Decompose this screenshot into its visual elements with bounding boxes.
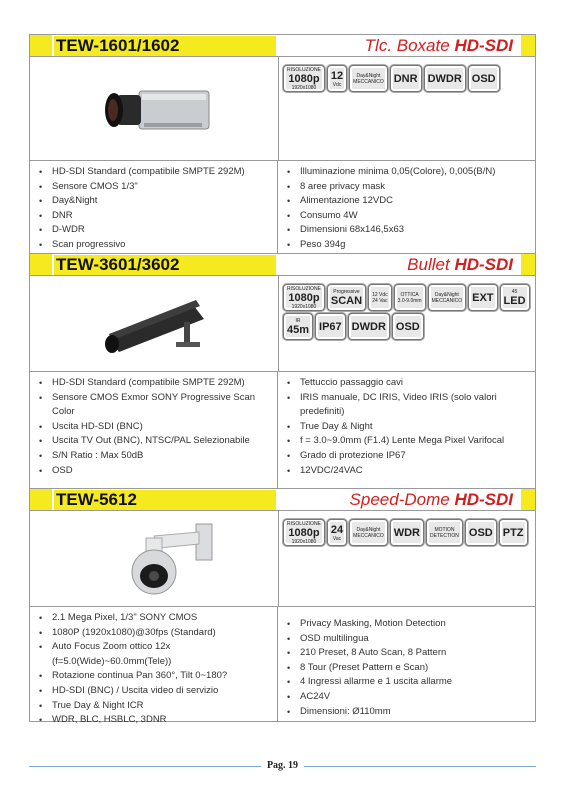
badge-top-text: Day&Night: [356, 72, 381, 79]
product-section-tew-5612: [29, 489, 536, 726]
product-section-tew-1601: [29, 34, 536, 254]
spec-item: • Peso 394g: [300, 238, 535, 253]
header-accent: [30, 254, 52, 275]
osd-badge: [468, 65, 500, 92]
badge-main-text: OSD: [395, 320, 420, 333]
product-header: [30, 35, 535, 57]
header-accent: [30, 35, 52, 56]
spec-item: • Uscita HD-SDI (BNC): [52, 420, 277, 435]
feature-badges: [283, 284, 531, 340]
spec-item: • HD-SDI Standard (compatibile SMPTE 292M): [52, 165, 277, 180]
spec-list-left: [30, 611, 277, 728]
spec-item: • Day&Night: [52, 194, 277, 209]
spec-item: • Dimensioni 68x146,5x63: [300, 223, 535, 238]
badge-top-text: OTTICA: [400, 291, 419, 298]
spec-item: • 2.1 Mega Pixel, 1/3" SONY CMOS: [52, 611, 277, 626]
spec-item: • 8 Tour (Preset Pattern e Scan): [300, 661, 535, 676]
spec-item: • 210 Preset, 8 Auto Scan, 8 Pattern: [300, 646, 535, 661]
badge-main-text: DWDR: [351, 320, 386, 333]
spec-item: • Tettuccio passaggio cavi: [300, 376, 535, 391]
badge-main-text: OSD: [471, 72, 496, 85]
badge-top-text: 12 Vdc: [372, 291, 388, 298]
spec-item: • Rotazione continua Pan 360°, Tilt 0~180?: [52, 669, 277, 684]
spec-item: • f = 3.0~9.0mm (F1.4) Lente Mega Pixel Varifocal: [300, 434, 535, 449]
power-badge: [327, 519, 347, 546]
badge-main-text: 1080p: [288, 72, 320, 85]
day-night-badge: [428, 284, 467, 311]
header-accent-end: [521, 254, 535, 275]
spec-item: • Scan progressivo: [52, 238, 277, 253]
badge-main-text: 1080p: [288, 291, 320, 304]
bullet-camera-image: [30, 276, 279, 371]
spec-item: • DNR: [52, 209, 277, 224]
badge-sub-text: 1920x1080: [291, 84, 317, 91]
ip67-badge: [315, 313, 346, 340]
spec-list-left: [30, 376, 277, 478]
product-header: [30, 254, 535, 276]
header-accent-end: [521, 35, 535, 56]
resolution-badge: [283, 65, 325, 92]
spec-item: • HD-SDI (BNC) / Uscita video di servizio: [52, 684, 277, 699]
product-header: [30, 489, 535, 511]
badge-main-text: EXT: [472, 291, 494, 304]
day-night-badge: [349, 519, 388, 546]
spec-item: • HD-SDI Standard (compatibile SMPTE 292M): [52, 376, 277, 391]
spec-item: • 1080P (1920x1080)@30fps (Standard): [52, 626, 277, 641]
badge-main-text: IP67: [319, 320, 342, 333]
feature-badges: [283, 65, 531, 92]
product-sheet: [29, 34, 536, 726]
resolution-badge: [283, 519, 325, 546]
product-section-tew-3601: [29, 254, 536, 489]
badge-top-text: RISOLUZIONE: [287, 66, 321, 73]
spec-item: • WDR, BLC, HSBLC, 3DNR: [52, 713, 277, 728]
header-accent-end: [521, 489, 535, 510]
header-accent: [30, 489, 52, 510]
badge-top-text: Day&Night: [356, 526, 381, 533]
badge-main-text: DWDR: [427, 72, 462, 85]
spec-item: • Auto Focus Zoom ottico 12x (f=5.0(Wide)~60.0mm(Tele)): [52, 640, 277, 669]
badge-main-text: 45m: [287, 323, 310, 336]
spec-item: • Consumo 4W: [300, 209, 535, 224]
model-name: TEW-1601/1602: [54, 36, 276, 56]
osd-badge: [392, 313, 424, 340]
product-title: Speed-Dome HD-SDI: [349, 490, 513, 509]
box-camera-image: [30, 57, 279, 160]
badge-top-text: Progressive: [333, 288, 360, 295]
scan-badge: [327, 284, 366, 311]
spec-item: • OSD multilingua: [300, 632, 535, 647]
dnr-badge: [390, 65, 422, 92]
spec-item: • 4 Ingressi allarme e 1 uscita allarme: [300, 675, 535, 690]
led-badge: [500, 284, 530, 311]
badge-top-text: RISOLUZIONE: [287, 520, 321, 527]
badge-sub-text: 3.0-9.0mm: [397, 297, 422, 304]
badge-top-text: Day&Night: [434, 291, 459, 298]
spec-item: • True Day & Night: [300, 420, 535, 435]
badge-sub-text: 1920x1080: [291, 538, 317, 545]
badge-sub-text: MECCANICO: [353, 78, 384, 85]
spec-item: • Dimensioni: Ø110mm: [300, 705, 535, 720]
spec-item: • IRIS manuale, DC IRIS, Video IRIS (solo valori predefiniti): [300, 391, 535, 420]
badge-main-text: PTZ: [502, 526, 524, 539]
spec-item: • D-WDR: [52, 223, 277, 238]
badge-sub-text: 24 Vac: [372, 297, 388, 304]
spec-item: • AC24V: [300, 690, 535, 705]
badge-top-text: MOTION: [434, 526, 455, 533]
model-name: TEW-5612: [54, 490, 276, 510]
badge-sub-text: Vac: [332, 535, 342, 542]
spec-item: • Sensore CMOS Exmor SONY Progressive Scan Color: [52, 391, 277, 420]
spec-item: • OSD: [52, 464, 277, 479]
spec-item: • Alimentazione 12VDC: [300, 194, 535, 209]
ptz-badge: [499, 519, 528, 546]
badge-sub-text: 1920x1080: [291, 303, 317, 310]
dwdr-badge: [348, 313, 390, 340]
spec-item: • Grado di protezione IP67: [300, 449, 535, 464]
spec-list-right: [278, 376, 535, 478]
spec-list-right: [278, 611, 535, 719]
badge-main-text: 24: [330, 523, 344, 536]
day-night-badge: [349, 65, 388, 92]
dwdr-badge: [424, 65, 466, 92]
spec-item: • Sensore CMOS 1/3": [52, 180, 277, 195]
badge-top-text: IR: [295, 317, 301, 324]
ext-badge: [468, 284, 497, 311]
badge-main-text: 1080p: [288, 526, 320, 539]
badge-sub-text: DETECTION: [430, 532, 459, 539]
badge-main-text: LED: [503, 294, 526, 307]
spec-item: • Illuminazione minima 0,05(Colore), 0,005(B/N): [300, 165, 535, 180]
badge-main-text: OSD: [468, 526, 493, 539]
badge-main-text: DNR: [393, 72, 418, 85]
spec-list-right: [278, 165, 535, 253]
spec-list-left: [30, 165, 277, 253]
badge-main-text: SCAN: [330, 294, 363, 307]
spec-item: • S/N Ratio : Max 50dB: [52, 449, 277, 464]
model-name: TEW-3601/3602: [54, 255, 276, 275]
spec-item: • 8 aree privacy mask: [300, 180, 535, 195]
badge-sub-text: MECCANICO: [431, 297, 463, 304]
lens-badge: [394, 284, 426, 311]
feature-badges: [283, 519, 531, 546]
wdr-badge: [390, 519, 424, 546]
page-number: Pag. 19: [0, 760, 565, 771]
spec-item: • 12VDC/24VAC: [300, 464, 535, 479]
badge-top-text: 45: [511, 288, 518, 295]
badge-sub-text: MECCANICO: [353, 532, 384, 539]
speed-dome-camera-image: [30, 511, 279, 606]
spec-item: • Uscita TV Out (BNC), NTSC/PAL Selezionabile: [52, 434, 277, 449]
osd-badge: [465, 519, 497, 546]
badge-main-text: WDR: [393, 526, 420, 539]
product-title: Tlc. Boxate HD-SDI: [364, 36, 513, 55]
badge-main-text: 12: [330, 69, 344, 82]
ir-badge: [283, 313, 313, 340]
badge-top-text: RISOLUZIONE: [287, 285, 321, 292]
spec-item: • True Day & Night ICR: [52, 699, 277, 714]
product-title: Bullet HD-SDI: [407, 255, 513, 274]
motion-badge: [426, 519, 463, 546]
resolution-badge: [283, 284, 325, 311]
spec-item: • Privacy Masking, Motion Detection: [300, 617, 535, 632]
badge-sub-text: Vdc: [332, 81, 342, 88]
power-badge: [327, 65, 347, 92]
power-badge: [368, 284, 392, 311]
